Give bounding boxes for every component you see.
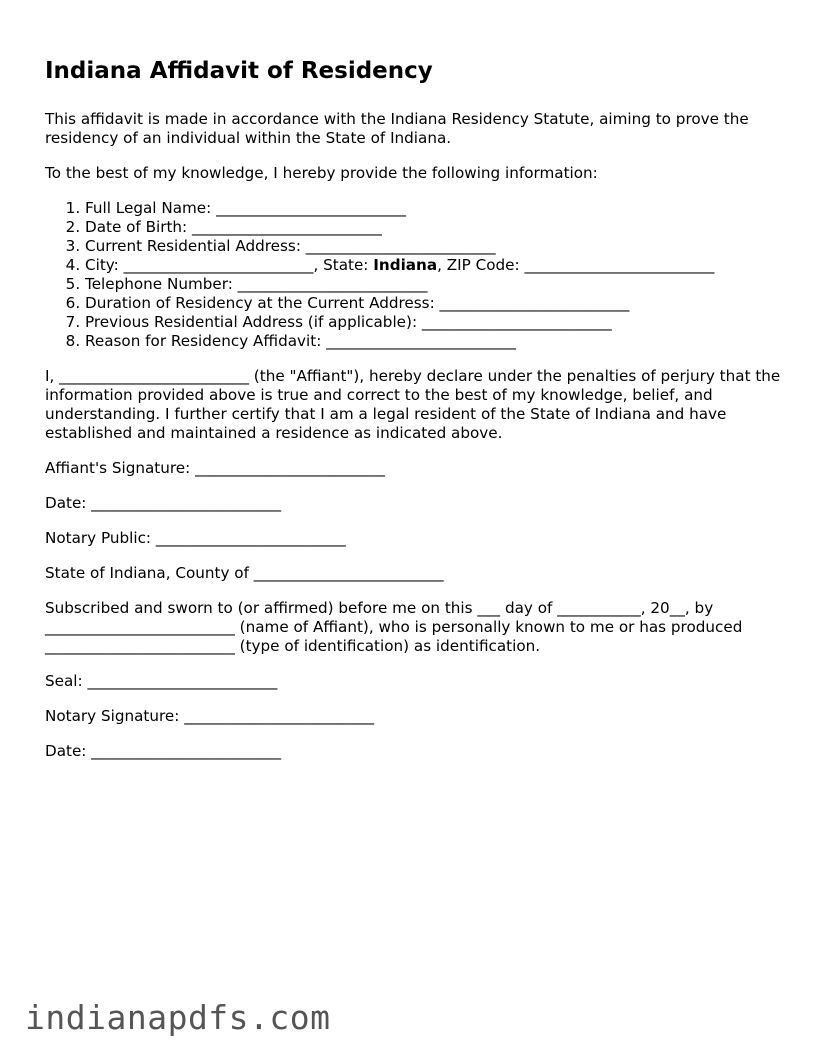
current-address-blank[interactable]: _________________________ bbox=[305, 237, 496, 255]
list-item-full-legal-name bbox=[85, 199, 785, 218]
full-legal-name-blank[interactable]: _________________________ bbox=[216, 199, 406, 217]
duration-label: Duration of Residency at the Current Address: bbox=[85, 294, 440, 312]
subscribed-affiant-blank[interactable]: _________________________ bbox=[45, 618, 235, 636]
identification-blank[interactable]: _________________________ bbox=[45, 637, 235, 655]
notary-public-blank[interactable]: _________________________ bbox=[155, 529, 346, 547]
list-item-previous-address bbox=[85, 313, 785, 332]
notary-public-label: Notary Public: bbox=[45, 529, 156, 547]
list-item-telephone bbox=[85, 275, 785, 294]
seal-blank[interactable]: _________________________ bbox=[87, 672, 278, 690]
county-blank[interactable]: _________________________ bbox=[253, 564, 444, 582]
declaration-paragraph bbox=[45, 367, 785, 443]
list-item-current-address bbox=[85, 237, 785, 256]
subscribed-paragraph bbox=[45, 599, 785, 656]
state-value: Indiana bbox=[373, 256, 438, 274]
reason-blank[interactable]: _________________________ bbox=[326, 332, 516, 350]
list-item-duration bbox=[85, 294, 785, 313]
date-label: Date: bbox=[45, 494, 92, 512]
zip-label: , ZIP Code: bbox=[437, 256, 525, 274]
seal-line bbox=[45, 672, 785, 691]
document-title: Indiana Affidavit of Residency bbox=[45, 58, 433, 84]
notary-signature-line bbox=[45, 707, 785, 726]
date-blank[interactable]: _________________________ bbox=[91, 494, 282, 512]
date-line bbox=[45, 494, 785, 513]
subscribed-text-3: (type of identification) as identification. bbox=[234, 637, 541, 655]
notary-signature-label: Notary Signature: bbox=[45, 707, 185, 725]
notary-signature-blank[interactable]: _________________________ bbox=[184, 707, 375, 725]
notary-date-label: Date: bbox=[45, 742, 92, 760]
affiant-signature-label: Affiant's Signature: bbox=[45, 459, 196, 477]
notary-date-line bbox=[45, 742, 785, 761]
watermark: indianapdfs.com bbox=[25, 998, 331, 1037]
notary-date-blank[interactable]: _________________________ bbox=[91, 742, 282, 760]
subscribed-text-2: (name of Affiant), who is personally known to me or has produced bbox=[234, 618, 743, 636]
list-item-date-of-birth bbox=[85, 218, 785, 237]
declaration-start: I, bbox=[45, 367, 60, 385]
date-of-birth-blank[interactable]: _________________________ bbox=[192, 218, 382, 236]
information-list bbox=[45, 199, 785, 351]
notary-public-line bbox=[45, 529, 785, 548]
previous-address-label: Previous Residential Address (if applicable): bbox=[85, 313, 422, 331]
reason-label: Reason for Residency Affidavit: bbox=[85, 332, 327, 350]
intro-paragraph: This affidavit is made in accordance with the Indiana Residency Statute, aiming to prove the residency of an individual within the State of Indiana. bbox=[45, 110, 749, 147]
county-line bbox=[45, 564, 785, 583]
city-label: City: bbox=[85, 256, 124, 274]
telephone-label: Telephone Number: bbox=[85, 275, 238, 293]
affiant-signature-blank[interactable]: _________________________ bbox=[195, 459, 385, 477]
city-blank[interactable]: _________________________ bbox=[123, 256, 314, 274]
telephone-blank[interactable]: _________________________ bbox=[237, 275, 428, 293]
declaration-text: (the "Affiant"), hereby declare under the penalties of perjury that the information provided above is true and correct to the best of my knowledge, belief, and understanding. I further certify that I am a legal resident of the State of Indiana and have established and maintained a residence as indicated above. bbox=[45, 367, 781, 442]
subscribed-text-1: Subscribed and sworn to (or affirmed) before me on this ___ day of ___________, 20__, by bbox=[45, 599, 714, 617]
seal-label: Seal: bbox=[45, 672, 88, 690]
affiant-name-blank[interactable]: _________________________ bbox=[59, 367, 249, 385]
zip-blank[interactable]: _________________________ bbox=[524, 256, 715, 274]
state-label: , State: bbox=[313, 256, 374, 274]
county-label: State of Indiana, County of bbox=[45, 564, 254, 582]
list-item-reason bbox=[85, 332, 785, 351]
list-item-city-state-zip bbox=[85, 256, 785, 275]
full-legal-name-label: Full Legal Name: bbox=[85, 199, 217, 217]
date-of-birth-label: Date of Birth: bbox=[85, 218, 193, 236]
lead-paragraph: To the best of my knowledge, I hereby provide the following information: bbox=[45, 164, 598, 182]
affidavit-document bbox=[45, 56, 785, 777]
previous-address-blank[interactable]: _________________________ bbox=[421, 313, 612, 331]
affiant-signature-line bbox=[45, 459, 785, 478]
duration-blank[interactable]: _________________________ bbox=[439, 294, 630, 312]
current-address-label: Current Residential Address: bbox=[85, 237, 306, 255]
